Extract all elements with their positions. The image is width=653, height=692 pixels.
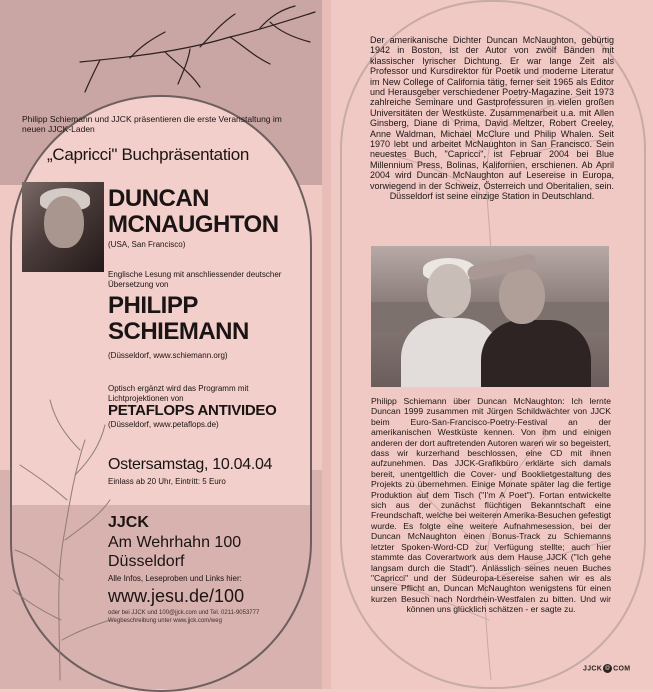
author-origin: (USA, San Francisco)	[108, 240, 186, 249]
portrait-face	[44, 196, 84, 248]
translator-name	[108, 293, 249, 345]
photo-person2-head	[499, 268, 545, 324]
translator-origin: (Düsseldorf, www.schiemann.org)	[108, 351, 228, 360]
flyer-back-panel	[331, 0, 653, 689]
author-name	[108, 186, 279, 238]
logo-right: COM	[613, 665, 631, 673]
photo-person1-head	[427, 264, 471, 318]
infos-label: Alle Infos, Leseproben und Links hier:	[108, 574, 242, 583]
visual-artist: PETAFLOPS ANTIVIDEO	[108, 402, 277, 419]
venue-address	[108, 533, 241, 571]
fold-gutter	[322, 0, 331, 689]
visual-origin: (Düsseldorf, www.petaflops.de)	[108, 420, 219, 429]
contact-line-1: oder bei JJCK und 100@jjck.com und Tel. 0211-9053777	[108, 610, 260, 616]
contact-info	[108, 610, 308, 625]
event-date: Ostersamstag, 10.04.04	[108, 456, 273, 473]
reading-note: Englische Lesung mit anschliessender deutscher Übersetzung von	[108, 270, 282, 289]
author-name-line1: DUNCAN	[108, 185, 209, 212]
translator-name-line2: SCHIEMANN	[108, 318, 249, 345]
authors-photo	[371, 246, 609, 387]
flyer-front-panel	[0, 0, 322, 689]
intro-text: Philipp Schiemann und JJCK präsentieren die erste Veranstaltung im neuen JJCK-Laden	[22, 114, 282, 134]
translator-name-line1: PHILIPP	[108, 292, 198, 319]
venue-city: Düsseldorf	[108, 553, 185, 570]
author-portrait	[22, 182, 104, 272]
contact-line-2: Wegbeschreibung unter www.jjck.com/weg	[108, 617, 222, 624]
author-biography: Der amerikanische Dichter Duncan McNaughton, gebürtig 1942 in Boston, ist der Autor von zwölf Bänden mit klassischer lyrischer Dichtung. Er war lange Zeit als Professor und Kursdirektor für Poetik und moderne Literatur im New College of California tätig, ferner seit 1965 als Editor und Herausgeber verschiedener Poetry-Magazine. Seit 1973 zahlreiche Seminare und Gastprofessuren in vielen großen Universitäten der Westküste. Zusammenarbeit u.a. mit Allen Ginsberg, Diane di Prima, David Meltzer, Robert Creeley, Anne Waldman, Michael McClure und Philip Whalen. Seit 1970 lebt und arbeitet McNaughton in San Francisco. Sein neuestes Buch, "Capricci", ist Februar 2004 bei Blue Millennium Press, Bolinas, Kalifornien, erschienen. Ab April 2004 wird Duncan McNaughton auf Lesereise in Europa, vorwiegend in der Schweiz, Österreich und Oberitalien, sein. Düsseldorf ist seine einzige Station in Deutschland.	[370, 35, 614, 202]
logo-at-icon: @	[605, 665, 611, 671]
visual-note: Optisch ergänzt wird das Programm mit Lichtprojektionen von	[108, 384, 249, 403]
photo-person2-body	[481, 320, 591, 387]
translator-story: Philipp Schiemann über Duncan McNaughton: Ich lernte Duncan 1999 zusammen mit Jürgen Schildwächter von JJCK beim Euro-San-Francisco-Poetry-Festival an der amerikanischen Westküste kennen. Von ihm und einigen anderen der dort auftretenden Autoren waren wir so begeistert, dass wir kurzerhand beschlossen, eine CD mit ihnen aufzunehmen. Das JJCK-Grafikbüro erklärte sich damals bereit, unentgeltlich die Cover- und Booklietgestaltung des Projekts zu übernehmen. Einige Monate später lag die fertige Produktion auf dem Tisch ("I'm A Poet"). Fortan entwickelte sich aus der zunächst flüchtigen Bekanntschaft eine Freundschaft, welche bei weiteren Amerika-Besuchen gefestigt wurde. Es folgte eine weitere Aufnahmesession, bei der Duncan McNaughton einen Bonus-Track zu Schiemanns letzter Spoken-Word-CD zur Verfügung stellte; auch hier stammte das Coverartwork aus dem Hause JJCK ("Ich gehe langsam durch die Stadt"). Anlässlich seines neuen Buches "Capricci" und der Südeuropa-Lesereise sahen wir es als unsere Pflicht an, Duncan McNaughton wenigstens für einen kurzen Besuch nach Nordrhein-Westfalen zu bitten. Und wir können uns glücklich schätzen - er sagte zu.	[371, 396, 611, 615]
admission-info: Einlass ab 20 Uhr, Eintritt: 5 Euro	[108, 477, 226, 486]
venue-name: JJCK	[108, 514, 149, 531]
logo-left: JJCK	[583, 665, 603, 673]
website-link[interactable]: www.jesu.de/100	[108, 586, 245, 606]
event-title: „Capricci" Buchpräsentation	[47, 145, 250, 164]
venue-street: Am Wehrhahn 100	[108, 534, 242, 551]
jjck-logo	[583, 664, 630, 673]
author-name-line2: MCNAUGHTON	[108, 211, 279, 238]
